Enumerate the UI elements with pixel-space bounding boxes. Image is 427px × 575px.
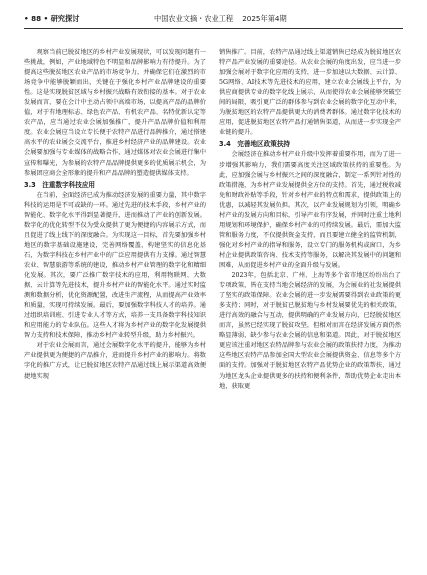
paragraph: 对于农业会展而言，通过会展数字化水平的提升，能够为乡村产业提供更为便捷的产品推介，进而提升乡村产业的影响力。将数字化的推广方式，让已脱贫地区农特产品通过线上展示渠道高效便捷地实现	[24, 342, 206, 380]
paragraph: 销售推广。目前，农特产品通过线上渠道销售已经成为脱贫地区农特产品产业发展的重要途径。从农业会展的角度出发，应当进一步加强会展对于数字化应用的支持，进一步加速以大数据、云计算、5G网络、AI技术等先进技术的应用，建立农业会展线上平台，为供应商提供专业的数字化线上展示，从而使得农业会展能够突破空间的局限，吸引更广泛的群体参与到农业会展的数字化互动中来，为脱贫地区的农特产品提供更大的消费者群体。通过数字化技术的应用，促进脱贫地区农特产品打通销售渠道，从而进一步实现全产业链的提升。	[219, 49, 401, 137]
journal-name: 中国农业文摘・农业工程	[154, 14, 234, 23]
left-column	[24, 48, 206, 382]
issue-label: 2025年第4期	[242, 14, 287, 23]
section-name: 研究探讨	[50, 14, 80, 23]
section-heading-3-3: 3.3 注重数字科技应用	[24, 180, 96, 189]
right-column	[219, 48, 401, 392]
header-rule	[24, 28, 403, 29]
paragraph: 会展经济在推动乡村产业升级中发挥着重要作用，而为了进一步增强其影响力，我们需要高度关注区域政策扶持的重要性。为此，应加强会展与乡村振兴之间的深度融合，制定一系列针对性的政策措施，为乡村产业发展提供全方位的支持。首先，通过税收减免和财政补贴等手段，针对乡村产业的特点和需求，提供政策上的优惠，以减轻其发展负担。其次，以产业发展规划为引领，明确乡村产业的发展方向和目标，引导产业有序发展，并同时注重土地利用规划和环境保护，确保乡村产业的可持续发展。最后，需加大监管和服务力度，不仅提供资金支持，而且要建立健全的监管机制，强化对乡村产业的指导和服务，设立专门的服务机构或窗口，为乡村企业提供政策咨询、技术支持等服务，以解决其发展中的问题和困难，从而促进乡村产业的全面升级与发展。	[219, 151, 401, 269]
paragraph: 在当前，全面经济已成为推动经济发展的重要力量，其中数字科技的运用是不可或缺的一环。通过先进的技术手段，乡村产业的智能化、数字化水平得到显著提升，进而推动了产业的创新发展。数字化的优化转型不仅为受众提供了更为便捷的内容展示方式，而且促进了线上线下的深度融合。为实现这一目标，首先要加强乡村地区的数字基础设施建设，完善网络覆盖，构建坚实的信息化基石，为数字科技在乡村产业中的广泛应用提供有力支撑。通过智慧农业、智慧旅游等系统的建设，推动乡村产业管理的数字化和精细化发展。其次，要广泛推广数字技术的应用，利用物联网、大数据、云计算等先进技术，提升乡村产业的智能化水平。通过实时监测和数据分析，优化资源配置，改进生产流程，从而提高产业效率和质量，实现可持续发展。最后，要加强数字科技人才的培养。通过组织培训班、引进专业人才等方式，培养一支具备数字科技知识和应用能力的专业队伍。这些人才将为乡村产业的数字化发展提供智力支持和技术保障，推动乡村产业转型升级，助力乡村振兴。	[24, 191, 206, 340]
page-number: • 88 •	[24, 14, 49, 23]
page-header	[24, 12, 403, 26]
journal-info	[154, 14, 287, 24]
section-heading-3-4: 3.4 完善地区政策扶持	[219, 140, 291, 149]
paragraph: 观察当前已脱贫地区的乡村产业发展现状，可以发现问题有一些挑战，例如，产业地域特色不明显和品牌影响力有待提升。为了提高这些脱贫地区农业产品的市场竞争力，并确保它们在激烈的市场竞争中能够脱颖而出，关键在于强化乡村产业品牌建设的重要性。这是实现脱贫区域与乡村振兴战略有效衔接的基本。对于农业发展而言，要在会计中主动占领中高端市场，以提高产品的品牌价值，对于有地理标志、绿色农产品、有机农产品、名特优新认定等农产品，应当通过农业会展加强推广，提升产品品牌价值和利用度。农业会展应当设立专长便于农特产品进行品牌推介，通过搭建高水平的农业展会交流平台，推进乡村经济产业的品牌建设。农业会展要加强与专业媒体的战略合作，通过媒体对农业会展进行集中宣传和曝光，为参展的农特产品品牌提供更多的优质展示机会，为参展团应商会全形象的提升和产品品牌的塑造提供媒体支持。	[24, 49, 206, 177]
paragraph: 2023年，包括北京、广州、上海等多个省市地区纷纷出台了专项政策，皆在支持当地会展经济的发展，为会展业的社发展提供了坚实的政策保障。农业会展的进一步发展需要得到农业政策的更多支持；同时，对于脱贫已脱贫地与乡村发展要优先的相关政策，进行高效的融合与互动，提供明确的产业发展方向，已经脱贫地区而言，虽然已经实现了脱贫攻坚，但相对而言在经济发展方面仍然略显薄弱，缺少参与农业会展的信息和渠道。因此，对于脱贫地区更应该注重对地区农特品牌参与农业会展的政策扶持力度，为推动这些地区农特产品参加全国大型农业会展提供资金、信息等多个方面的支持。加强对于脱贫地区农特产品优势企业的政策帮扶，通过为地区龙头企业提供更多的扶持和便利条件，帮助优势企业走出本地，获取更	[219, 272, 401, 390]
page-section-label	[24, 14, 79, 24]
